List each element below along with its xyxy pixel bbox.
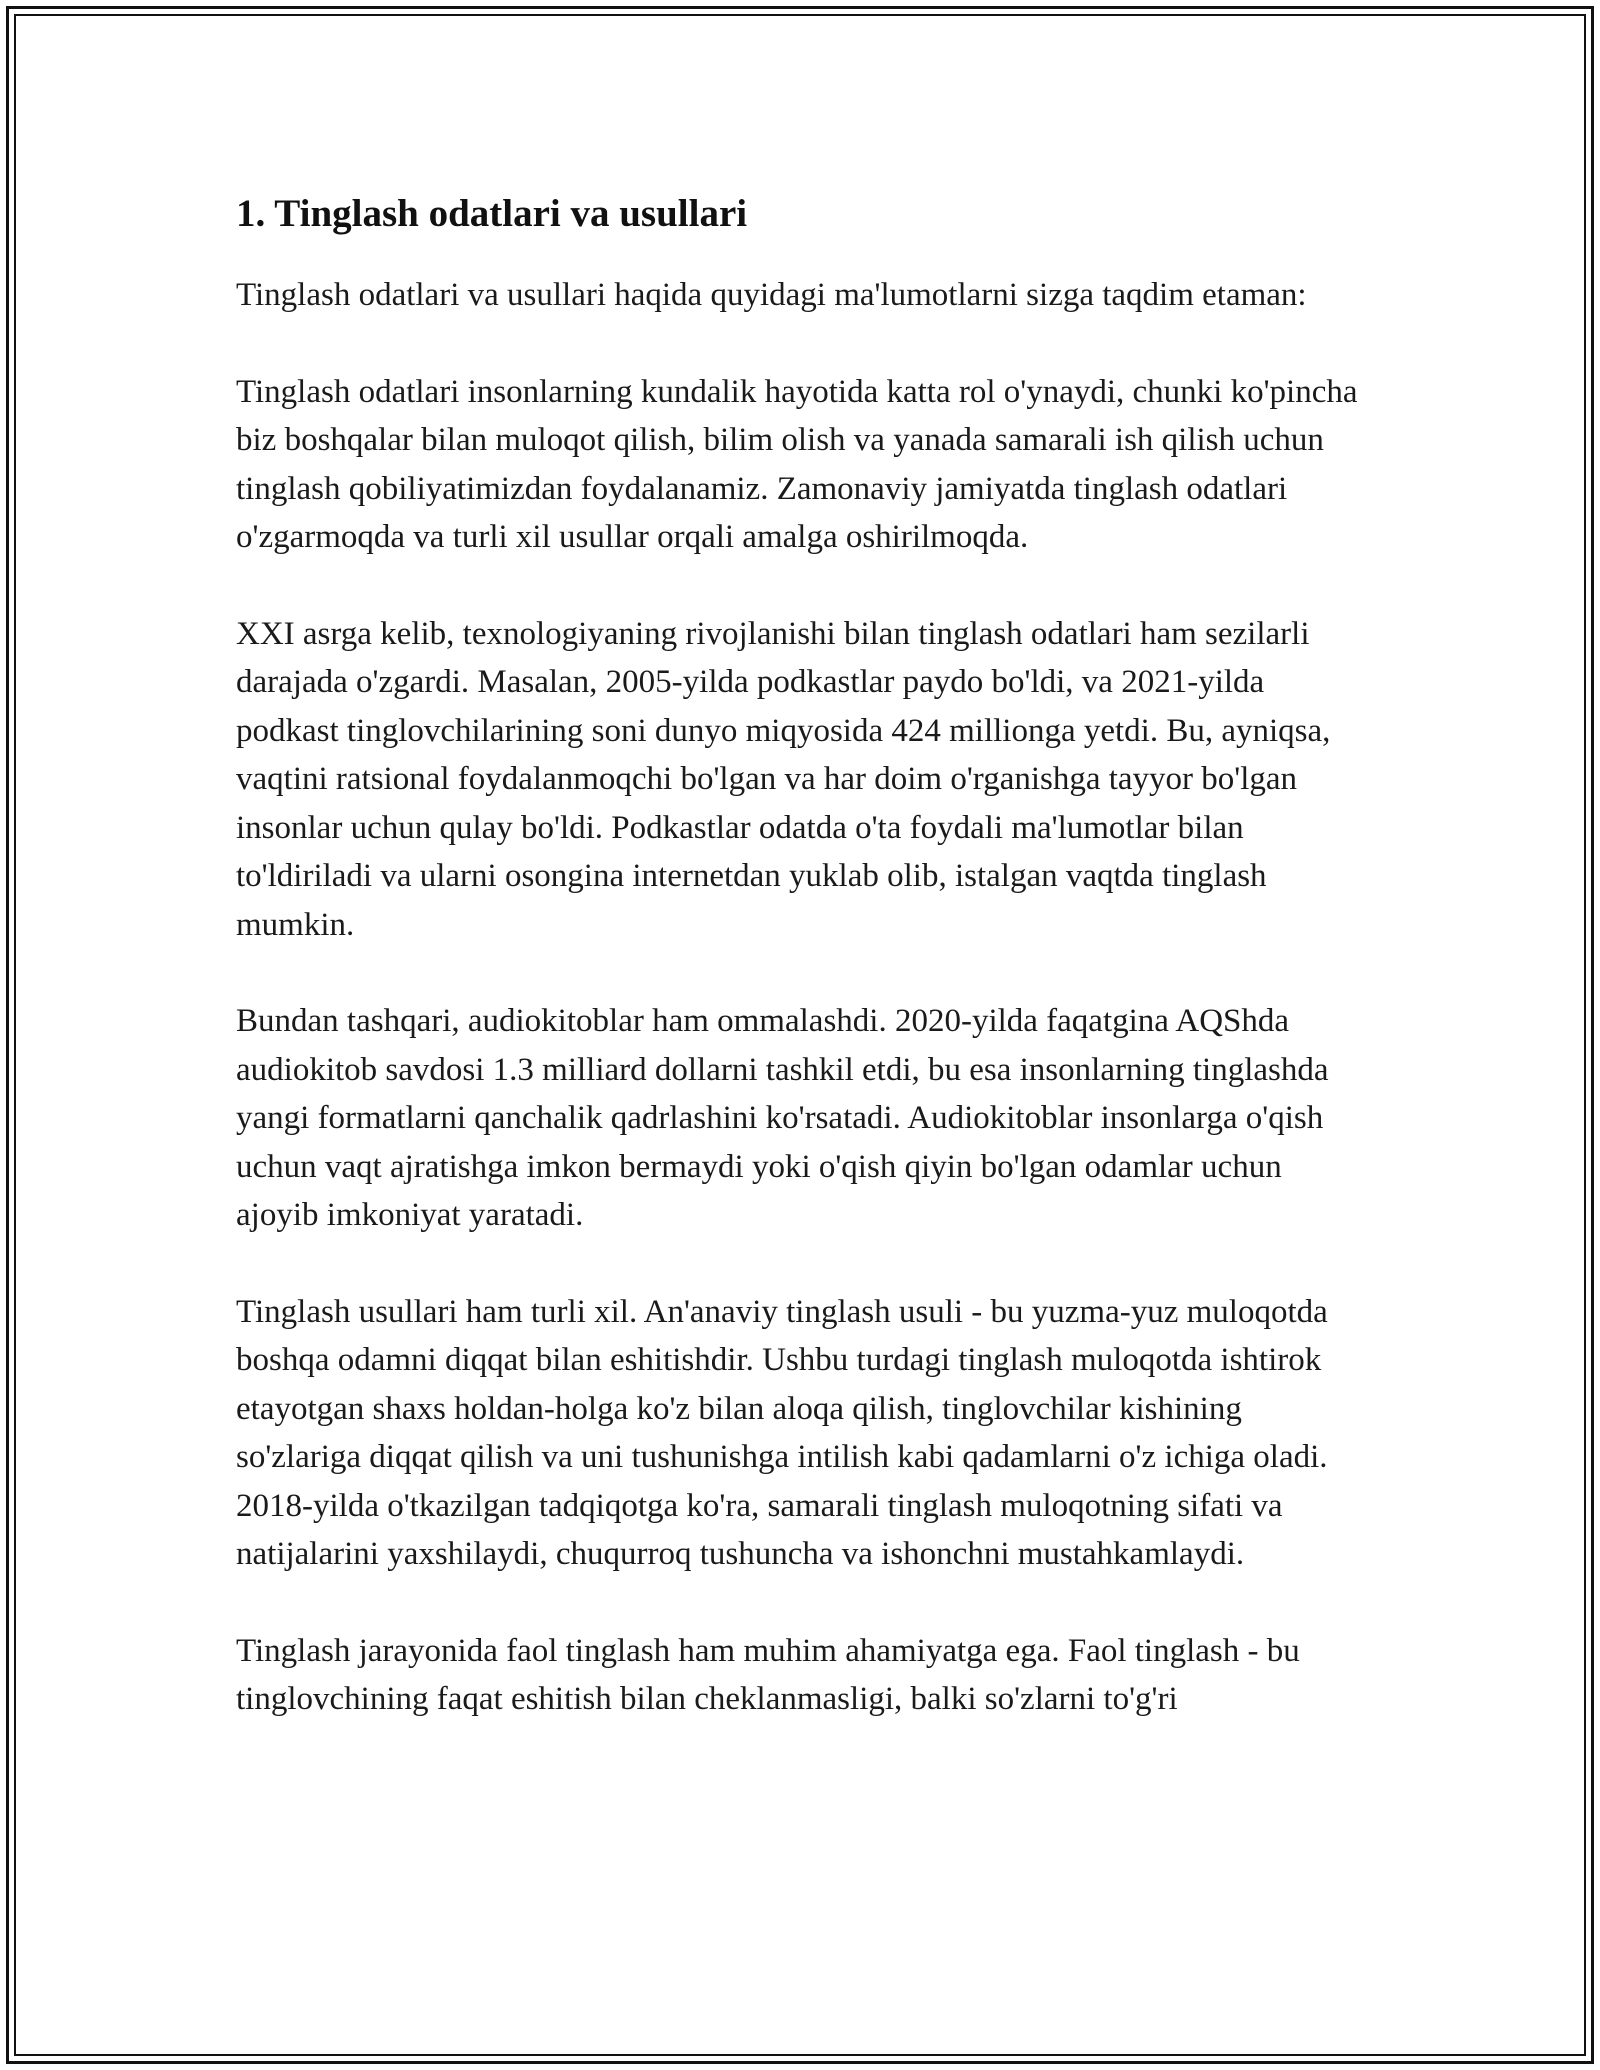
section-heading: 1. Tinglash odatlari va usullari xyxy=(236,192,748,235)
paragraph-listening-habits: Tinglash odatlari insonlarning kundalik hayotida katta rol o'ynaydi, chunki ko'pincha biz boshqalar bilan muloqot qilish, bilim olish va yanada samarali ish qilish uchun tinglash qobiliyatimizdan foydalanamiz. Zamonaviy jamiyatda tinglash odatlari o'zgarmoqda va turli xil usullar orqali amalga oshirilmoqda. xyxy=(236,373,1358,555)
paragraph-active-listening: Tinglash jarayonida faol tinglash ham muhim ahamiyatga ega. Faol tinglash - bu tinglovchining faqat eshitish bilan cheklanmasligi, balki so'zlarni to'g'ri xyxy=(236,1632,1300,1717)
paragraph-listening-methods: Tinglash usullari ham turli xil. An'anaviy tinglash usuli - bu yuzma-yuz muloqotda boshqa odamni diqqat bilan eshitishdir. Ushbu turdagi tinglash muloqotda ishtirok etayotgan shaxs holdan-holga ko'z bilan aloqa qilish, tinglovchilar kishining so'zlariga diqqat qilish va uni tushunishga intilish kabi qadamlarni o'z ichiga oladi. 2018-yilda o'tkazilgan tadqiqotga ko'ra, samarali tinglash muloqotning sifati va natijalarini yaxshilaydi, chuqurroq tushuncha va ishonchni mustahkamlaydi. xyxy=(236,1293,1328,1572)
paragraph-intro: Tinglash odatlari va usullari haqida quyidagi ma'lumotlarni sizga taqdim etaman: xyxy=(236,277,1307,313)
paragraph-audiobooks: Bundan tashqari, audiokitoblar ham ommalashdi. 2020-yilda faqatgina AQShda audiokitob savdosi 1.3 milliard dollarni tashkil etdi, bu esa insonlarning tinglashda yangi formatlarni qanchalik qadrlashini ko'rsatadi. Audiokitoblar insonlarga o'qish uchun vaqt ajratishga imkon bermaydi yoki o'qish qiyin bo'lgan odamlar uchun ajoyib imkoniyat yaratadi. xyxy=(236,1003,1329,1233)
document-body xyxy=(236,185,1366,1772)
paragraph-podcasts: XXI asrga kelib, texnologiyaning rivojlanishi bilan tinglash odatlari ham sezilarli darajada o'zgardi. Masalan, 2005-yilda podkastlar paydo bo'ldi, va 2021-yilda podkast tinglovchilarining soni dunyo miqyosida 424 millionga yetdi. Bu, ayniqsa, vaqtini ratsional foydalanmoqchi bo'lgan va har doim o'rganishga tayyor bo'lgan insonlar uchun qulay bo'ldi. Podkastlar odatda o'ta foydali ma'lumotlar bilan to'ldiriladi va ularni osongina internetdan yuklab olib, istalgan vaqtda tinglash mumkin. xyxy=(236,615,1331,943)
